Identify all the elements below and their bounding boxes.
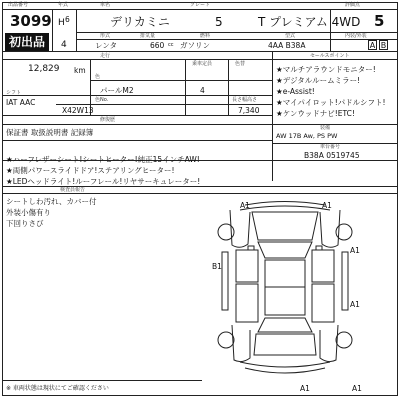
label-chassis: 車台番号 — [320, 144, 341, 150]
label-seats: 乗車定員 — [192, 61, 213, 67]
label-year: 年式 — [58, 2, 69, 8]
interior-score: A — [369, 41, 376, 50]
option-item: ★e-Assist! — [276, 87, 315, 96]
grade-name: T プレミアム 4WD — [258, 15, 361, 29]
damage-mark-front-left: A1 — [240, 201, 250, 210]
equipment-value: AW 17B Aw, PS PW — [276, 132, 338, 140]
inspector-note: シートしわ汚れ、カバー付 — [6, 197, 97, 206]
label-grade: グレード — [190, 2, 211, 8]
label-equipment: 装備 — [320, 125, 331, 131]
year-era: H — [58, 18, 65, 28]
model-code: 4AA B38A — [268, 41, 306, 50]
label-fuel: 燃料 — [200, 33, 211, 39]
label-score: 評価点 — [345, 2, 361, 8]
option-item: ★ケンウッドナビ!ETC! — [276, 109, 355, 118]
footer-note: ※ 車両状態は現状にてご確認ください — [6, 385, 109, 392]
label-color-change: 色替 — [235, 61, 246, 67]
label-color-no: 色No. — [95, 97, 109, 103]
fuel-type: ガソリン — [180, 41, 210, 50]
vehicle-type: レンタ — [95, 41, 118, 50]
remark-item: ★両側パワースライドドア!ステアリングヒーター! — [6, 166, 175, 175]
option-item: ★マイパイロット!パドルシフト! — [276, 98, 386, 107]
label-options: セールスポイント — [310, 53, 350, 59]
dimensions-value: 7,340 — [238, 106, 260, 115]
chassis-number: B38A 0519745 — [304, 151, 360, 160]
label-history: 修復歴 — [100, 117, 116, 123]
label-int-ext: 内装/外装 — [345, 33, 367, 39]
color-number: X42W13 — [62, 106, 94, 115]
label-type: 形式 — [100, 33, 111, 39]
label-dims: 長さ幅高さ — [232, 97, 258, 103]
mileage-value: 12,829 — [28, 64, 60, 74]
mileage-unit: km — [74, 66, 86, 75]
warranty-docs: 保証書 取扱説明書 記録簿 — [6, 128, 94, 137]
inspector-note: 外装小傷有り — [6, 208, 51, 217]
seats-value: 4 — [200, 86, 205, 95]
door-count: 4 — [61, 40, 67, 50]
damage-mark-left-side: B1 — [212, 262, 222, 271]
label-color: 色 — [95, 74, 101, 80]
lot-number: 3099 — [10, 12, 52, 30]
overall-score: 5 — [374, 12, 385, 30]
exterior-score: B — [380, 41, 387, 50]
displacement-unit: cc — [168, 42, 174, 48]
damage-mark-right-side: A1 — [350, 246, 360, 255]
label-lot-no: 出品番号 — [8, 2, 29, 8]
color-value: パールM2 — [100, 86, 134, 95]
car-series: 5 — [215, 15, 223, 29]
remark-item: ★LEDヘッドライト!ルーフレール!リヤサーキュレーター! — [6, 177, 201, 186]
label-transmission: シフト — [6, 90, 22, 96]
label-mileage: 走行 — [100, 53, 111, 59]
label-car-name: 車名 — [100, 2, 111, 8]
option-item: ★デジタルルームミラー! — [276, 76, 361, 85]
label-displacement: 排気量 — [140, 33, 156, 39]
first-listing-badge: 初出品 — [5, 33, 49, 51]
label-model: 型式 — [285, 33, 296, 39]
displacement: 660 — [150, 41, 165, 50]
option-item: ★マルチアラウンドモニター! — [276, 65, 376, 74]
car-name: デリカミニ — [110, 15, 170, 29]
damage-mark-front-right: A1 — [322, 201, 332, 210]
label-inspector: 検査員報告 — [60, 187, 86, 193]
transmission-value: IAT AAC — [6, 98, 36, 107]
damage-mark-rear-right: A1 — [350, 300, 360, 309]
footer-line — [2, 380, 202, 381]
remark-item: ★ハーフレザーシート!シートヒーター!純正15インチAW! — [6, 155, 200, 164]
damage-mark-rear-center: A1 — [300, 384, 310, 393]
damage-mark-rear-left: A1 — [352, 384, 362, 393]
inspector-note: 下回りさび — [6, 219, 44, 228]
year-number: 6 — [65, 15, 70, 24]
